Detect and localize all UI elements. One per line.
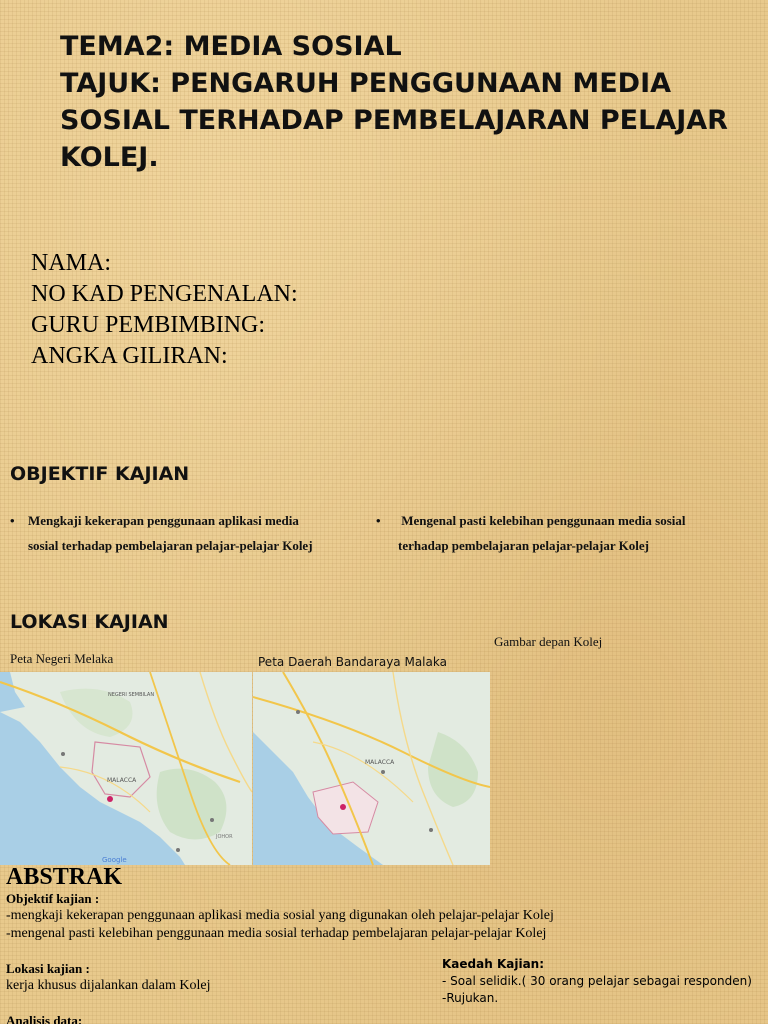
student-info	[31, 248, 298, 372]
abstrak-heading: ABSTRAK	[6, 864, 123, 890]
lokasi-heading: LOKASI KAJIAN	[10, 611, 169, 633]
photo-caption: Gambar depan Kolej	[494, 634, 603, 649]
angka-label: ANGKA GILIRAN:	[31, 343, 228, 369]
title-line-1: TEMA2: MEDIA SOSIAL	[60, 31, 402, 62]
objektif-heading: OBJEKTIF KAJIAN	[10, 463, 190, 485]
objektif-item-1	[10, 508, 365, 558]
nama-label: NAMA:	[31, 250, 112, 276]
bullet-icon: •	[10, 513, 15, 528]
title-line-2: TAJUK: PENGARUH PENGGUNAAN MEDIA	[60, 68, 672, 99]
map-negeri-melaka-graphic	[0, 672, 252, 865]
kaedah-label: Kaedah Kajian:	[442, 957, 545, 971]
no-kad-label: NO KAD PENGENALAN:	[31, 281, 298, 307]
title-line-3: SOSIAL TERHADAP PEMBELAJARAN PELAJAR	[60, 105, 728, 136]
objektif-item-1-line-2: sosial terhadap pembelajaran pelajar-pelajar Kolej	[28, 538, 313, 553]
kaedah-line-1: - Soal selidik.( 30 orang pelajar sebagai responden)	[442, 974, 752, 988]
map2-caption: Peta Daerah Bandaraya Malaka	[258, 655, 447, 669]
abstrak-lokasi-label: Lokasi kajian :	[6, 961, 90, 976]
map1-caption: Peta Negeri Melaka	[10, 651, 114, 666]
title-line-4: KOLEJ.	[60, 142, 159, 173]
map1-label-johor: JOHOR	[216, 834, 233, 840]
abstrak-analisis-label: Analisis data:	[6, 1013, 83, 1024]
map1-label-negeri: NEGERI SEMBILAN	[108, 692, 155, 698]
map1-google-logo: Google	[102, 856, 127, 864]
map1-label-malacca: MALACCA	[107, 777, 137, 784]
title-block	[60, 28, 750, 176]
bullet-icon: •	[376, 513, 381, 528]
map-daerah-bandaraya-graphic	[253, 672, 490, 865]
objektif-item-2-line-2: terhadap pembelajaran pelajar-pelajar Kolej	[398, 538, 649, 553]
guru-label: GURU PEMBIMBING:	[31, 312, 266, 338]
abstrak-objektif-label: Objektif kajian :	[6, 891, 100, 906]
abstrak-objektif-line-2: -mengenal pasti kelebihan penggunaan media sosial terhadap pembelajaran pelajar-pelajar Kolej	[6, 926, 547, 941]
abstrak-objektif-line-1: -mengkaji kekerapan penggunaan aplikasi media sosial yang digunakan oleh pelajar-pelajar Kolej	[6, 908, 554, 923]
objektif-item-1-line-1: Mengkaji kekerapan penggunaan aplikasi media	[28, 513, 299, 528]
map2-label-malacca: MALACCA	[365, 759, 395, 766]
objektif-item-2-line-1: Mengenal pasti kelebihan penggunaan media sosial	[398, 513, 686, 528]
abstrak-lokasi-text: kerja khusus dijalankan dalam Kolej	[6, 978, 211, 993]
map-daerah-bandaraya	[253, 672, 490, 865]
objektif-item-2	[376, 508, 761, 558]
map-negeri-melaka	[0, 672, 252, 865]
kaedah-line-2: -Rujukan.	[442, 991, 499, 1005]
